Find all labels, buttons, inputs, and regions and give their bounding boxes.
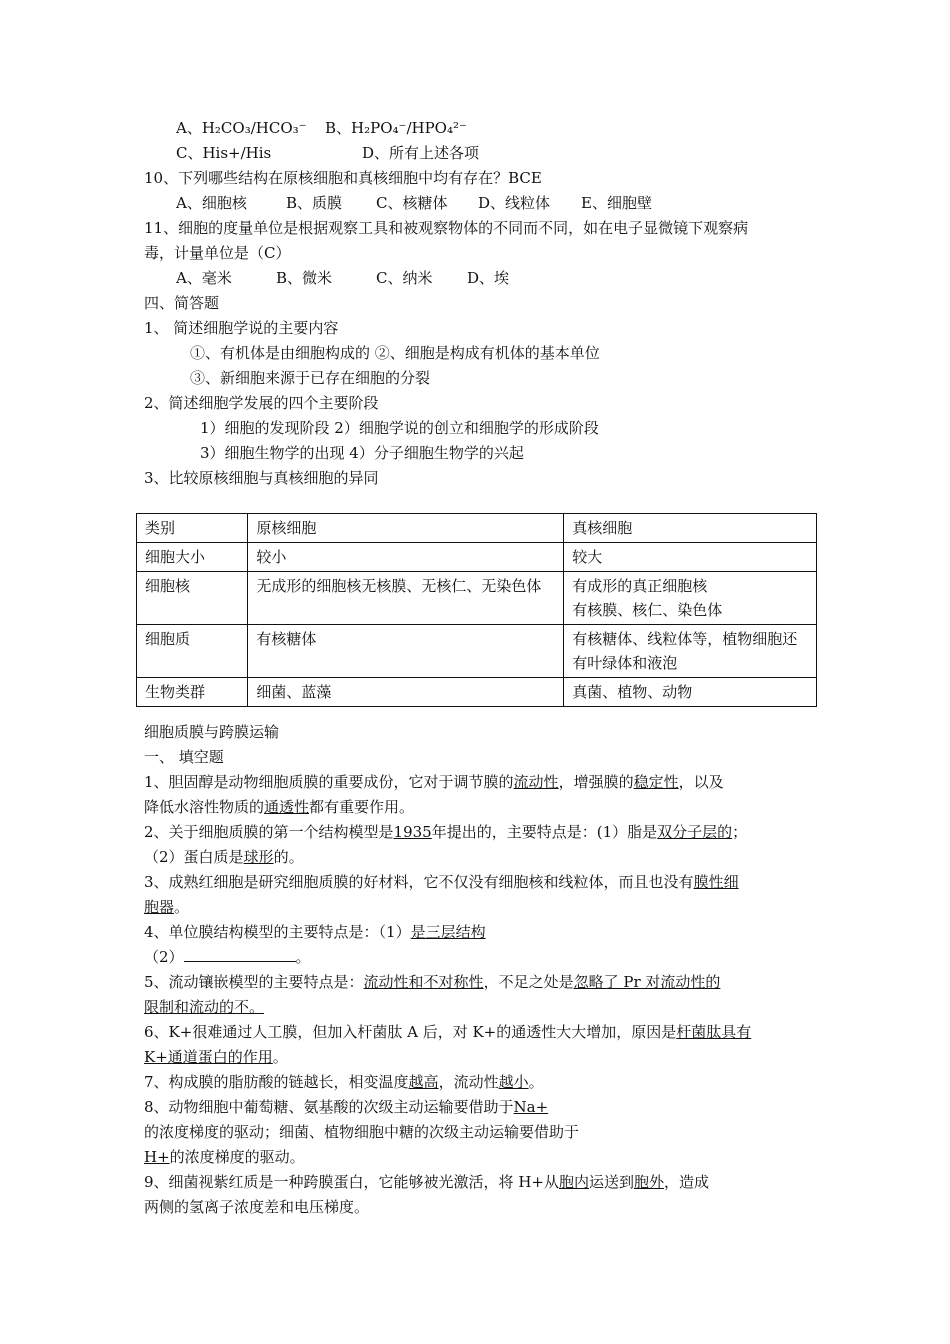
q10-option-e: E、细胞壁	[581, 194, 652, 212]
question-text: ，流动性	[438, 1073, 499, 1091]
question-text: 3、成熟红细胞是研究细胞质膜的好材料，它不仅没有细胞核和线粒体，而且也没有	[144, 873, 694, 891]
section-heading: 一、 填空题	[144, 748, 224, 766]
q11-option-b: B、微米	[276, 269, 333, 287]
question-text: 8、动物细胞中葡萄糖、氨基酸的次级主动运输要借助于	[144, 1098, 514, 1116]
table-cell: 有核糖体	[248, 625, 564, 678]
fill-question-9	[144, 1172, 709, 1192]
fill-question-7	[144, 1072, 544, 1092]
fill-question-2-cont	[144, 847, 304, 867]
question-text: 。	[272, 1048, 288, 1066]
section-heading: 四、简答题	[144, 294, 220, 312]
answer-blank: 胞内	[558, 1173, 589, 1191]
fill-question-8	[144, 1097, 628, 1117]
question-text: ，增强膜的	[558, 773, 634, 791]
answer-blank: 通透性	[264, 798, 310, 816]
table-row	[137, 572, 817, 625]
fill-question-6	[144, 1022, 751, 1042]
question-11-line2: 毒，计量单位是（C）	[144, 244, 291, 262]
question-text: 6、K+很难通过人工膜，但加入杆菌肽 A 后，对 K+的通透性大大增加，原因是	[144, 1023, 677, 1041]
q10-option-b: B、质膜	[286, 194, 343, 212]
question-text: ，不足之处是	[483, 973, 574, 991]
table-cell: 无成形的细胞核无核膜、无核仁、无染色体	[248, 572, 564, 625]
option-b: B、H₂PO₄⁻/HPO₄²⁻	[325, 119, 467, 137]
short-question-1: 1、 简述细胞学说的主要内容	[144, 319, 339, 337]
fill-question-5	[144, 972, 720, 992]
answer-blank: 流动性和不对称性	[363, 973, 484, 991]
question-text: 降低水溶性物质的	[144, 798, 265, 816]
table-header-cell: 原核细胞	[248, 514, 564, 543]
question-11-line1: 11、细胞的度量单位是根据观察工具和被观察物体的不同而不同，如在电子显微镜下观察病	[144, 219, 749, 237]
answer-blank: 限制和流动的不。	[144, 998, 265, 1016]
answer-blank: 流动性	[513, 773, 559, 791]
question-text: 7、构成膜的脂肪酸的链越长，相变温度	[144, 1073, 409, 1091]
fill-question-1	[144, 772, 724, 792]
table-header-cell: 类别	[137, 514, 248, 543]
table-cell: 细菌、蓝藻	[248, 678, 564, 707]
fill-question-3-cont	[144, 897, 189, 917]
question-text: ；	[732, 823, 748, 841]
question-text: 的浓度梯度的驱动；细菌、植物细胞中糖的次级主动运输要借助于	[144, 1123, 580, 1141]
answer-blank: K+通道蛋白的作用	[144, 1048, 273, 1066]
answer-blank: 1935	[393, 823, 432, 841]
fill-question-8-cont	[144, 1122, 579, 1142]
answer-blank: 越小	[498, 1073, 529, 1091]
empty-blank	[184, 947, 296, 962]
answer-2-line2: 3）细胞生物学的出现 4）分子细胞生物学的兴起	[200, 444, 524, 462]
question-text: 都有重要作用。	[309, 798, 415, 816]
table-cell: 细胞大小	[137, 543, 248, 572]
short-question-2: 2、简述细胞学发展的四个主要阶段	[144, 394, 379, 412]
question-10: 10、下列哪些结构在原核细胞和真核细胞中均有存在？BCE	[144, 169, 542, 187]
q11-option-d: D、埃	[467, 269, 510, 287]
option-c: C、His+/His	[176, 144, 272, 162]
fill-question-1-cont	[144, 797, 414, 817]
question-text: 1、胆固醇是动物细胞质膜的重要成份，它对于调节膜的	[144, 773, 514, 791]
comparison-table	[136, 513, 817, 707]
q11-option-a: A、毫米	[176, 269, 232, 287]
answer-2-line1: 1）细胞的发现阶段 2）细胞学说的创立和细胞学的形成阶段	[200, 419, 599, 437]
q10-option-a: A、细胞核	[176, 194, 247, 212]
question-text: 的浓度梯度的驱动。	[169, 1148, 305, 1166]
option-d: D、所有上述各项	[362, 144, 480, 162]
table-row	[137, 678, 817, 707]
q10-option-d: D、线粒体	[478, 194, 551, 212]
table-cell: 生物类群	[137, 678, 248, 707]
question-text: ，造成	[664, 1173, 710, 1191]
question-text: 两侧的氢离子浓度差和电压梯度。	[144, 1198, 370, 1216]
answer-blank: 是三层结构	[410, 923, 486, 941]
answer-blank: 双分子层的	[657, 823, 733, 841]
fill-question-6-cont	[144, 1047, 288, 1067]
answer-blank: 稳定性	[633, 773, 679, 791]
short-question-3: 3、比较原核细胞与真核细胞的异同	[144, 469, 379, 487]
question-text: （2）	[144, 948, 184, 966]
answer-blank: 膜性细	[693, 873, 739, 891]
option-a: A、H₂CO₃/HCO₃⁻	[176, 119, 307, 137]
fill-question-4-cont	[144, 947, 311, 967]
fill-question-8-cont2	[144, 1147, 305, 1167]
fill-question-5-cont	[144, 997, 264, 1017]
q11-option-c: C、纳米	[376, 269, 433, 287]
question-text: 的。	[273, 848, 304, 866]
table-header-row	[137, 514, 817, 543]
answer-blank: H+	[144, 1148, 170, 1166]
chapter-title: 细胞质膜与跨膜运输	[144, 723, 280, 741]
question-text: 5、流动镶嵌模型的主要特点是：	[144, 973, 364, 991]
fill-question-4	[144, 922, 486, 942]
table-cell: 有核糖体、线粒体等，植物细胞还有叶绿体和液泡	[564, 625, 817, 678]
q10-option-c: C、核糖体	[376, 194, 448, 212]
question-text: （2）蛋白质是	[144, 848, 244, 866]
question-text: ，以及	[678, 773, 724, 791]
fill-question-2	[144, 822, 747, 842]
answer-1-line2: ③、新细胞来源于已存在细胞的分裂	[190, 369, 431, 387]
answer-1-line1: ①、有机体是由细胞构成的 ②、细胞是构成有机体的基本单位	[190, 344, 600, 362]
table-cell: 细胞核	[137, 572, 248, 625]
table-cell: 较大	[564, 543, 817, 572]
question-text: 运送到	[588, 1173, 634, 1191]
question-text: 。	[295, 948, 311, 966]
table-row	[137, 543, 817, 572]
answer-blank: Na+	[513, 1098, 549, 1116]
question-text: 。	[528, 1073, 544, 1091]
table-cell: 细胞质	[137, 625, 248, 678]
question-text: 9、细菌视紫红质是一种跨膜蛋白，它能够被光激活，将 H+从	[144, 1173, 559, 1191]
question-text: 4、单位膜结构模型的主要特点是：（1）	[144, 923, 411, 941]
fill-question-9-cont	[144, 1197, 369, 1217]
answer-blank: 胞外	[634, 1173, 665, 1191]
table-header-cell: 真核细胞	[564, 514, 817, 543]
question-text: 年提出的，主要特点是：(1）脂是	[431, 823, 658, 841]
question-text: 2、关于细胞质膜的第一个结构模型是	[144, 823, 394, 841]
table-cell: 真菌、植物、动物	[564, 678, 817, 707]
answer-blank: 球形	[243, 848, 274, 866]
table-cell: 有成形的真正细胞核 有核膜、核仁、染色体	[564, 572, 817, 625]
answer-blank: 胞器	[144, 898, 175, 916]
answer-blank: 忽略了 Pr 对流动性的	[573, 973, 721, 991]
fill-question-3	[144, 872, 739, 892]
table-cell: 较小	[248, 543, 564, 572]
question-text: 。	[174, 898, 190, 916]
answer-blank: 杆菌肽具有	[676, 1023, 752, 1041]
table-row	[137, 625, 817, 678]
answer-blank: 越高	[408, 1073, 439, 1091]
